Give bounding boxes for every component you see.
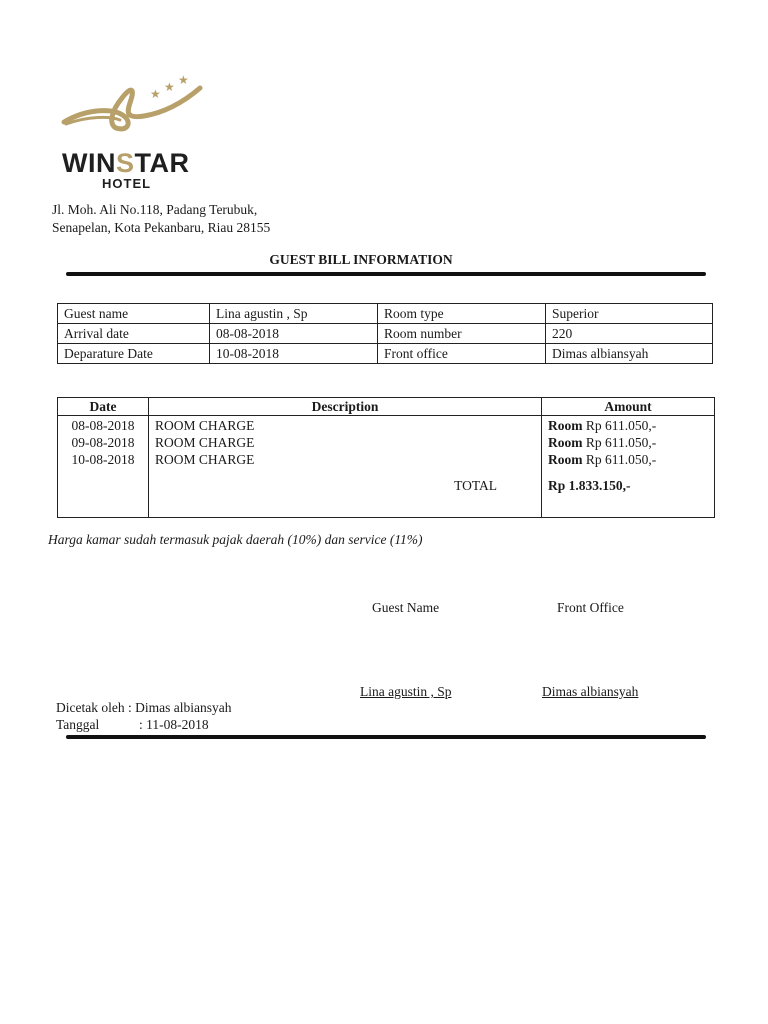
bill-description: ROOM CHARGE [149, 434, 542, 451]
svg-text:★: ★ [150, 87, 161, 101]
total-label: TOTAL [149, 468, 542, 518]
total-value: Rp 1.833.150,- [542, 468, 715, 518]
bill-amount: Room Rp 611.050,- [542, 416, 715, 435]
printed-by [56, 700, 231, 716]
table-row [58, 451, 715, 468]
table-row [58, 324, 713, 344]
printed-date [56, 717, 209, 733]
printed-by-value: : Dimas albiansyah [127, 700, 232, 715]
front-office-signature-label: Front Office [557, 600, 624, 615]
guest-name-label: Guest name [58, 304, 210, 324]
document-title: GUEST BILL INFORMATION [269, 252, 453, 267]
guest-name-value: Lina agustin , Sp [210, 304, 378, 324]
room-type-value: Superior [546, 304, 713, 324]
bill-date: 09-08-2018 [58, 434, 149, 451]
brand-subtitle: HOTEL [102, 176, 152, 191]
bill-header-row [58, 398, 715, 416]
svg-text:★: ★ [164, 80, 175, 94]
guest-info-table [57, 303, 713, 364]
bill-description: ROOM CHARGE [149, 416, 542, 435]
bill-date: 10-08-2018 [58, 451, 149, 468]
room-number-label: Room number [378, 324, 546, 344]
guest-signature-label: Guest Name [372, 600, 440, 615]
table-row [58, 416, 715, 435]
address-line-2: Senapelan, Kota Pekanbaru, Riau 28155 [52, 220, 271, 235]
arrival-date-value: 08-08-2018 [210, 324, 378, 344]
room-type-label: Room type [378, 304, 546, 324]
printed-date-value: : 11-08-2018 [139, 717, 209, 732]
bill-description: ROOM CHARGE [149, 451, 542, 468]
svg-text:★: ★ [178, 73, 189, 87]
departure-date-label: Deparature Date [58, 344, 210, 364]
bill-amount: Room Rp 611.050,- [542, 451, 715, 468]
date-header: Date [58, 398, 149, 416]
front-office-label: Front office [378, 344, 546, 364]
bill-total-row [58, 468, 715, 518]
hotel-logo [58, 72, 208, 196]
brand-name: WINSTAR [62, 148, 190, 178]
front-office-signature-name: Dimas albiansyah [542, 684, 639, 699]
bill-table [57, 397, 715, 518]
table-row [58, 304, 713, 324]
table-row [58, 434, 715, 451]
bill-date: 08-08-2018 [58, 416, 149, 435]
arrival-date-label: Arrival date [58, 324, 210, 344]
amount-header: Amount [542, 398, 715, 416]
printed-by-label: Dicetak oleh [56, 700, 125, 715]
footer-rule [66, 735, 706, 739]
swoosh-s-with-stars-icon [58, 72, 208, 152]
room-number-value: 220 [546, 324, 713, 344]
address-line-1: Jl. Moh. Ali No.118, Padang Terubuk, [52, 202, 258, 217]
description-header: Description [149, 398, 542, 416]
front-office-value: Dimas albiansyah [546, 344, 713, 364]
departure-date-value: 10-08-2018 [210, 344, 378, 364]
tax-note: Harga kamar sudah termasuk pajak daerah (10%) dan service (11%) [48, 532, 423, 547]
title-rule [66, 272, 706, 276]
printed-date-label: Tanggal [56, 717, 100, 732]
guest-signature-name: Lina agustin , Sp [360, 684, 452, 699]
table-row [58, 344, 713, 364]
bill-amount: Room Rp 611.050,- [542, 434, 715, 451]
